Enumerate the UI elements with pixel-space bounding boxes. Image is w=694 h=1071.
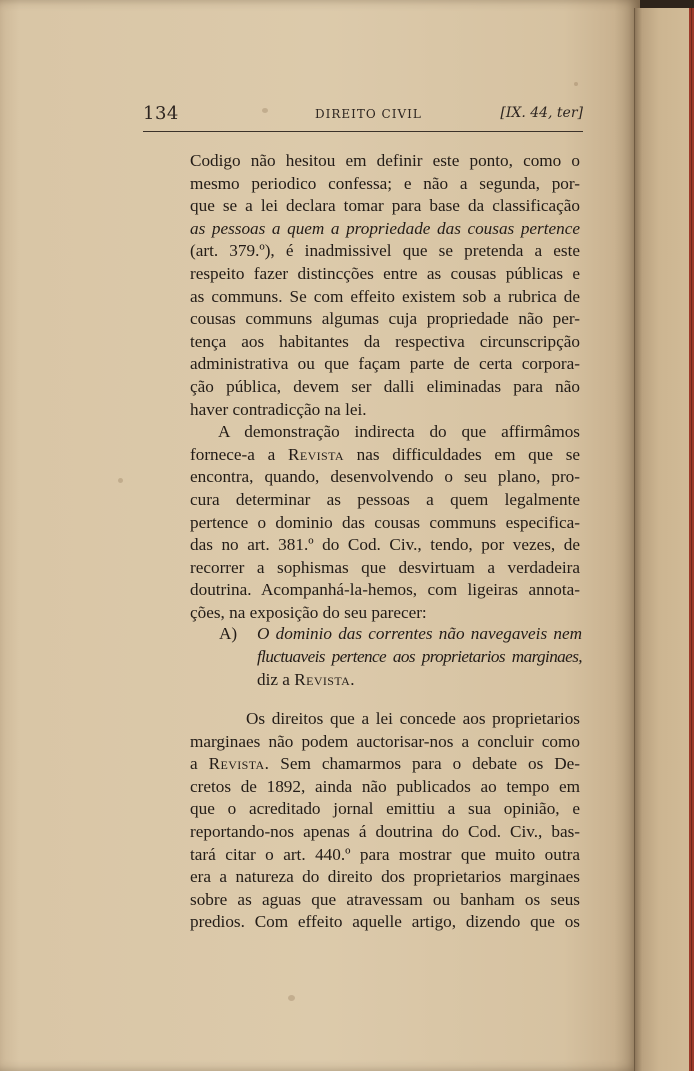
- text-line: fluctuaveis pertence aos proprietarios marginaes,: [257, 647, 582, 666]
- text-line: as pessoas a quem a propriedade das cousas pertence: [190, 218, 580, 238]
- text-line: sobre as aguas que atravessam ou banham os seus: [190, 889, 580, 909]
- text-segment: diz a: [257, 670, 290, 689]
- text-line: que se a lei declara tomar para base da classificação: [190, 196, 580, 216]
- text-segment: a: [190, 754, 198, 774]
- quoted-heading-a: [219, 622, 582, 691]
- text-line: A demonstração indirecta do que affirmâmos: [218, 422, 580, 442]
- text-line: recorrer a sophismas que desvirtuam a verdadeira: [190, 557, 580, 577]
- text-segment: fornece-a a: [190, 444, 276, 464]
- text-segment: nas difficuldades em que se: [356, 444, 581, 464]
- text-line: (art. 379.º), é inadmissivel que se pretenda a este: [190, 241, 580, 261]
- text-line: [190, 444, 580, 467]
- journal-name-smallcaps: Revista.: [294, 670, 355, 689]
- text-line: ções, na exposição do seu parecer:: [190, 602, 427, 622]
- paper-stain: [574, 82, 578, 86]
- text-line: reportando-nos apenas á doutrina do Cod. Civ., bas-: [190, 821, 580, 841]
- text-line: encontra, quando, desenvolvendo o seu plano, pro-: [190, 467, 580, 487]
- text-line: haver contradicção na lei.: [190, 399, 367, 419]
- text-line: tará citar o art. 440.º para mostrar que muito outra: [190, 844, 580, 864]
- text-line: tença aos habitantes da respectiva circunscripção: [190, 331, 580, 351]
- text-line: administrativa ou que façam parte de certa corpora-: [190, 354, 580, 374]
- journal-name-smallcaps: Revista: [287, 444, 344, 464]
- text-line: mesmo periodico confessa; e não a segunda, por-: [190, 173, 580, 193]
- quoted-text: [219, 622, 582, 691]
- text-line: das no art. 381.º do Cod. Civ., tendo, por vezes, de: [190, 535, 580, 555]
- page-stack-edge: [689, 8, 694, 1071]
- header-rule: [143, 131, 583, 132]
- text-line: era a natureza do direito dos proprietarios marginaes: [190, 867, 580, 887]
- paragraph-3: [190, 708, 580, 934]
- text-segment: Sem chamarmos para o debate os De-: [280, 754, 580, 774]
- journal-name-smallcaps: Revista.: [208, 754, 270, 774]
- section-reference: [IX. 44, ter]: [500, 105, 583, 121]
- text-line: que o acreditado jornal emittiu a sua opinião, e: [190, 799, 580, 819]
- text-line: ção pública, devem ser dalli eliminadas para não: [190, 376, 580, 396]
- text-line: Codigo não hesitou em definir este ponto, como o: [190, 151, 580, 170]
- text-line: doutrina. Acompanhá-la-hemos, com ligeiras annota-: [190, 580, 580, 600]
- text-line: O dominio das correntes não navegaveis nem: [257, 624, 582, 643]
- text-line: as communs. Se com effeito existem sob a rubrica de: [190, 286, 580, 306]
- paper-stain: [118, 478, 123, 483]
- item-label: A): [219, 624, 238, 643]
- paper-stain: [288, 995, 295, 1001]
- page-header: [143, 103, 583, 129]
- text-block-top: [190, 150, 580, 624]
- text-line: pertence o dominio das cousas communs especifica-: [190, 512, 580, 532]
- text-line: cretos de 1892, ainda não publicados ao tempo em: [190, 776, 580, 796]
- text-block-bottom: [190, 708, 580, 934]
- page-number: 134: [143, 103, 179, 124]
- text-line: Os direitos que a lei concede aos proprietarios: [246, 709, 580, 728]
- text-line: marginaes não podem auctorisar-nos a concluir como: [190, 731, 580, 751]
- text-line: cura determinar as pessoas a quem legalmente: [190, 489, 580, 509]
- paragraph-2: [190, 421, 580, 624]
- running-title: DIREITO CIVIL: [315, 107, 422, 121]
- right-page-edge: [634, 8, 694, 1071]
- text-line: respeito fazer distincções entre as cousas públicas e: [190, 263, 580, 283]
- paragraph-1: [190, 150, 580, 421]
- text-line: [257, 668, 582, 691]
- text-line: predios. Com effeito aquelle artigo, dizendo que os: [190, 912, 580, 932]
- text-line: [190, 753, 580, 776]
- text-line: cousas communs algumas cuja propriedade não per-: [190, 309, 580, 329]
